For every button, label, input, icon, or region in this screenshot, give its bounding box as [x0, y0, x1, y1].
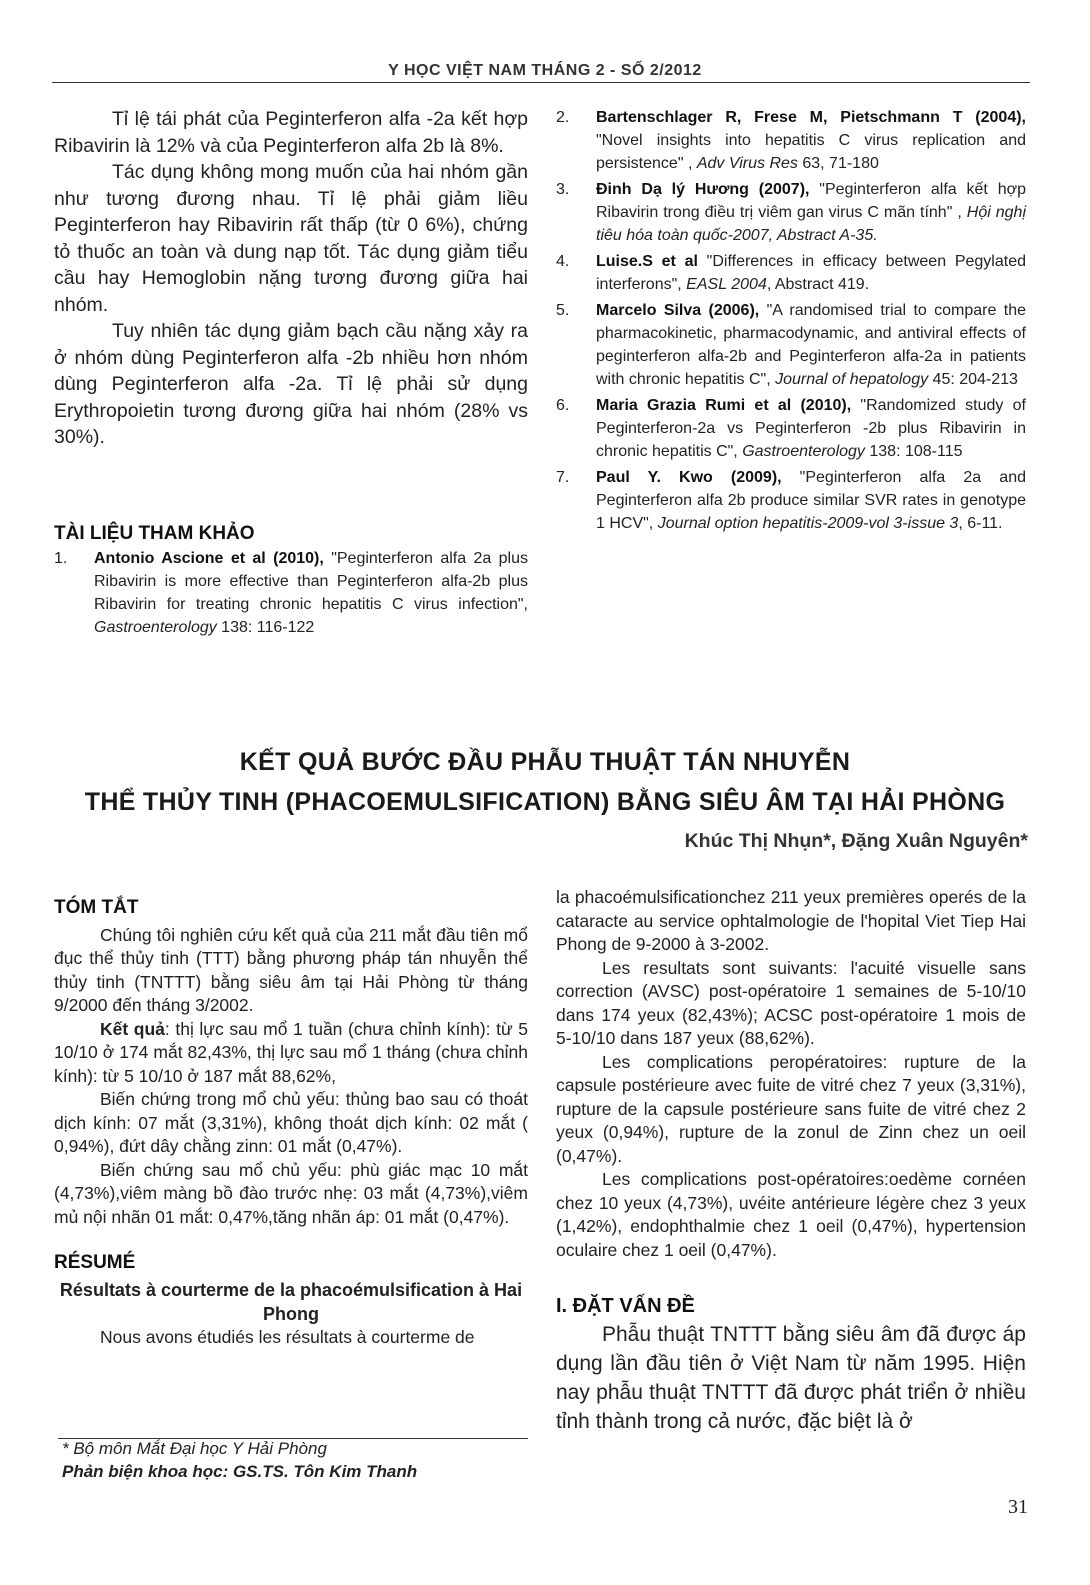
paragraph: Phẫu thuật TNTTT bằng siêu âm đã được áp dụng lần đầu tiên ở Việt Nam từ năm 1995. Hiện nay phẫu thuật TNTTT đã được phát triển ở nhiều tỉnh thành trong cả nước, đặc biệt là ở [556, 1323, 1026, 1433]
reference-tail: 138: 108-115 [864, 443, 963, 460]
reference-title: "Randomized study of Peginterferon-2a vs Peginterferon -2b plus Ribavirin in chronic hepatitis C", [596, 397, 1027, 460]
reference-item [556, 466, 1026, 535]
resume-block [556, 886, 1026, 1262]
reference-item [556, 250, 1026, 296]
reference-tail: 138: 116-122 [216, 619, 315, 636]
reference-item [556, 394, 1026, 463]
result-label: Kết quả [100, 1018, 165, 1039]
page-number: 31 [1008, 1496, 1028, 1518]
reference-journal: Gastroenterology [742, 443, 865, 460]
section1-block [556, 1295, 1026, 1436]
header-rule [52, 82, 1030, 83]
reference-journal: Journal of hepatology [775, 371, 929, 388]
paragraph: Biến chứng trong mổ chủ yếu: thủng bao sau có thoát dịch kính: 07 mắt (3,31%), không thoát dịch kính: 02 mắt ( 0,94%), đứt dây chằng zinn: 01 mắt (0,47%). [54, 1089, 528, 1156]
reference-authors: Marcelo Silva (2006), [596, 302, 760, 319]
section1-heading: I. ĐẶT VẤN ĐỀ [556, 1295, 695, 1317]
reference-authors: Maria Grazia Rumi et al (2010), [596, 397, 852, 414]
prev-article-text [54, 106, 528, 451]
reference-title: "Peginterferon alfa 2a plus Ribavirin is more effective than Peginterferon alfa-2b plus Ribavirin for treating chronic hepatitis C virus infection", [94, 550, 528, 613]
paragraph: la phacoémulsificationchez 211 yeux premières operés de la cataracte au service ophtalmologie de l'hopital Viet Tiep Hai Phong de 9-2000 à 3-2002. [556, 887, 1026, 954]
references-block-right [556, 106, 1026, 538]
reference-journal: Journal option hepatitis-2009-vol 3-issue 3 [657, 515, 959, 532]
reference-journal: Adv Virus Res [696, 155, 798, 172]
paragraph: Les complications peropératoires: rupture de la capsule postérieure avec fuite de vitré chez 7 yeux (3,31%), rupture de la capsule postérieure sans fuite de vitré chez 2 yeux (0,94%), rupture de la zonul de Zinn chez un oeil (0,47%). [556, 1051, 1026, 1166]
article-authors: Khúc Thị Nhụn*, Đặng Xuân Nguyên* [684, 830, 1028, 852]
reference-number: 3. [556, 181, 570, 198]
reference-number: 7. [556, 469, 570, 486]
reference-authors: Bartenschlager R, Frese M, Pietschmann T (2004), [596, 109, 1026, 126]
reference-item [54, 547, 528, 639]
summary-heading: TÓM TẮT [54, 897, 139, 918]
paragraph: Tuy nhiên tác dụng giảm bạch cầu nặng xảy ra ở nhóm dùng Peginterferon alfa -2b nhiều hơn nhóm dùng Peginterferon alfa -2a. Tỉ lệ phải sử dụng Erythropoietin tương đương giữa hai nhóm (28% vs 30%). [54, 320, 528, 448]
reference-title: "Differences in efficacy between Pegylated interferons", [596, 253, 1026, 293]
reference-number: 5. [556, 302, 570, 319]
reference-authors: Luise.S et al [596, 253, 698, 270]
reference-tail: , 6-11. [958, 515, 1003, 532]
reference-journal: EASL 2004 [686, 276, 767, 293]
paragraph: Chúng tôi nghiên cứu kết quả của 211 mắt đầu tiên mổ đục thể thủy tinh (TTT) bằng phương pháp tán nhuyễn thể thủy tinh (TNTTT) bằng siêu âm tại Hải Phòng từ tháng 9/2000 đến tháng 3/2002. [54, 924, 528, 1015]
reference-authors: Antonio Ascione et al (2010), [94, 550, 324, 567]
reference-title: "A randomised trial to compare the pharmacokinetic, pharmacodynamic, and antiviral effects of peginterferon alfa-2b and Peginterferon alfa-2a in patients with chronic hepatitis C", [596, 302, 1026, 388]
reference-number: 2. [556, 109, 570, 126]
footnote-reviewer: Phản biện khoa học: GS.TS. Tôn Kim Thanh [62, 1462, 418, 1481]
reference-item [556, 299, 1026, 391]
journal-header: Y HỌC VIỆT NAM THÁNG 2 - SỐ 2/2012 [388, 62, 702, 79]
article-title-line2: THỂ THỦY TINH (PHACOEMULSIFICATION) BẰNG SIÊU ÂM TẠI HẢI PHÒNG [84, 788, 1006, 816]
reference-tail: , Abstract 419. [766, 276, 870, 293]
reference-number: 1. [54, 550, 68, 567]
paragraph: Biến chứng sau mổ chủ yếu: phù giác mạc 10 mắt (4,73%),viêm màng bồ đào trước nhẹ: 03 mắt (4,73%),viêm mủ nội nhãn 01 mắt: 0,47%,tăng nhãn áp: 01 mắt (0,47%). [54, 1159, 528, 1227]
references-block [54, 523, 528, 642]
paragraph: Tác dụng không mong muốn của hai nhóm gần như tương đương nhau. Tỉ lệ phải giảm liều Peginterferon hay Ribavirin rất thấp (từ 0 6%), chứng tỏ thuốc an toàn và dung nạp tốt. Tác dụng giảm tiểu cầu hay Hemoglobin nặng tương đương giữa hai nhóm. [54, 161, 528, 316]
article-title-line1: KẾT QUẢ BƯỚC ĐẦU PHẪU THUẬT TÁN NHUYỄN [239, 748, 851, 776]
reference-number: 6. [556, 397, 570, 414]
reference-tail: 45: 204-213 [928, 371, 1018, 388]
footnote-affiliation: * Bộ môn Mắt Đại học Y Hải Phòng [62, 1439, 327, 1458]
resume-subtitle: Résultats à courterme de la phacoémulsification à Hai Phong [59, 1279, 523, 1324]
resume-heading: RÉSUMÉ [54, 1252, 136, 1273]
references-heading: TÀI LIỆU THAM KHẢO [54, 523, 255, 544]
reference-item [556, 106, 1026, 175]
reference-authors: Paul Y. Kwo (2009), [596, 469, 782, 486]
reference-item [556, 178, 1026, 247]
reference-journal: Gastroenterology [94, 619, 217, 636]
paragraph: Nous avons étudiés les résultats à courterme de [100, 1326, 475, 1347]
reference-title: "Peginterferon alfa 2a and Peginterferon alfa 2b produce similar SVR rates in genotype 1 HCV", [596, 469, 1026, 532]
reference-title: "Peginterferon alfa kết hợp Ribavirin trong điều trị viêm gan virus C mãn tính" , [596, 181, 1026, 221]
paragraph: Les complications post-opératoires:oedème cornéen chez 10 yeux (4,73%), uvéite antérieure légère chez 3 yeux (1,42%), endophthalmie chez 1 oeil (0,47%), hypertension oculaire chez 1 oeil (0,47%). [556, 1169, 1026, 1260]
paragraph: Tỉ lệ tái phát của Peginterferon alfa -2a kết hợp Ribavirin là 12% và của Peginterferon alfa 2b là 8%. [54, 108, 528, 157]
reference-title: "Novel insights into hepatitis C virus replication and persistence" , [596, 132, 1026, 172]
reference-authors: Đinh Dạ lý Hương (2007), [596, 181, 810, 198]
reference-journal: Hội nghị tiêu hóa toàn quốc-2007, Abstract A-35. [596, 204, 1027, 244]
paragraph: Les resultats sont suivants: l'acuité visuelle sans correction (AVSC) post-opératoire 1 semaines de 5-10/10 dans 174 yeux (82,43%); ACSC post-opératoire 1 mois de 5-10/10 dans 187 yeux (88,62%). [556, 957, 1026, 1048]
reference-tail: 63, 71-180 [797, 155, 879, 172]
result-text: : thị lực sau mổ 1 tuần (chưa chỉnh kính): từ 5 10/10 ở 174 mắt 82,43%, thị lực sau mổ 1 tháng (chưa chỉnh kính): từ 5 10/10 ở 187 mắt 88,62%, [54, 1018, 528, 1086]
reference-number: 4. [556, 253, 570, 270]
summary-block [54, 896, 528, 1349]
